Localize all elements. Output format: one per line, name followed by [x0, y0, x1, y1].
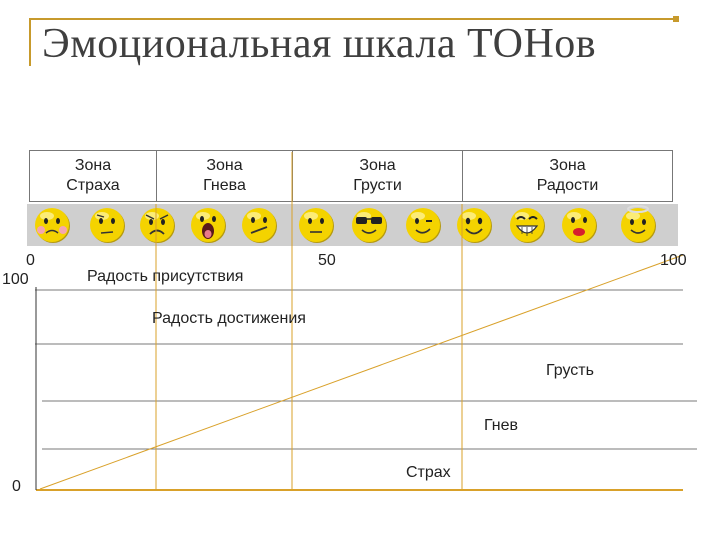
- kissing-face-icon: [562, 208, 597, 243]
- frowning-face-icon: [140, 208, 175, 243]
- left-bottom-axis-label: 0: [12, 478, 21, 495]
- screaming-face-icon: [191, 208, 226, 243]
- sunglasses-face-icon: [352, 208, 387, 243]
- zone-fear-label: Зона Страха: [66, 157, 120, 194]
- top-left-axis-label: 0: [26, 252, 35, 269]
- worried-face-icon: [90, 208, 125, 243]
- level-label-sadness: Грусть: [546, 362, 594, 379]
- angel-face-icon: [621, 206, 656, 243]
- grinning-face-icon: [510, 208, 545, 243]
- smirking-face-icon: [242, 208, 277, 243]
- level-label-presence: Радость присутствия: [87, 268, 244, 285]
- zone-sadness-label: Зона Грусти: [353, 157, 402, 194]
- emoticon-row: [35, 206, 656, 243]
- top-mid-axis-label: 50: [318, 252, 336, 269]
- top-right-axis-label: 100: [660, 252, 687, 269]
- level-label-fear: Страх: [406, 464, 451, 481]
- zone-joy-label: Зона Радости: [536, 157, 599, 194]
- left-top-axis-label: 100: [2, 271, 29, 288]
- zone-anger-label: Зона Гнева: [203, 157, 246, 194]
- level-label-anger: Гнев: [484, 417, 518, 434]
- winking-face-icon: [406, 208, 441, 243]
- level-label-achievement: Радость достижения: [152, 310, 306, 327]
- neutral-face-icon: [299, 208, 334, 243]
- crying-face-icon: [35, 208, 70, 243]
- page-title: Эмоциональная шкала ТОНов: [42, 21, 597, 67]
